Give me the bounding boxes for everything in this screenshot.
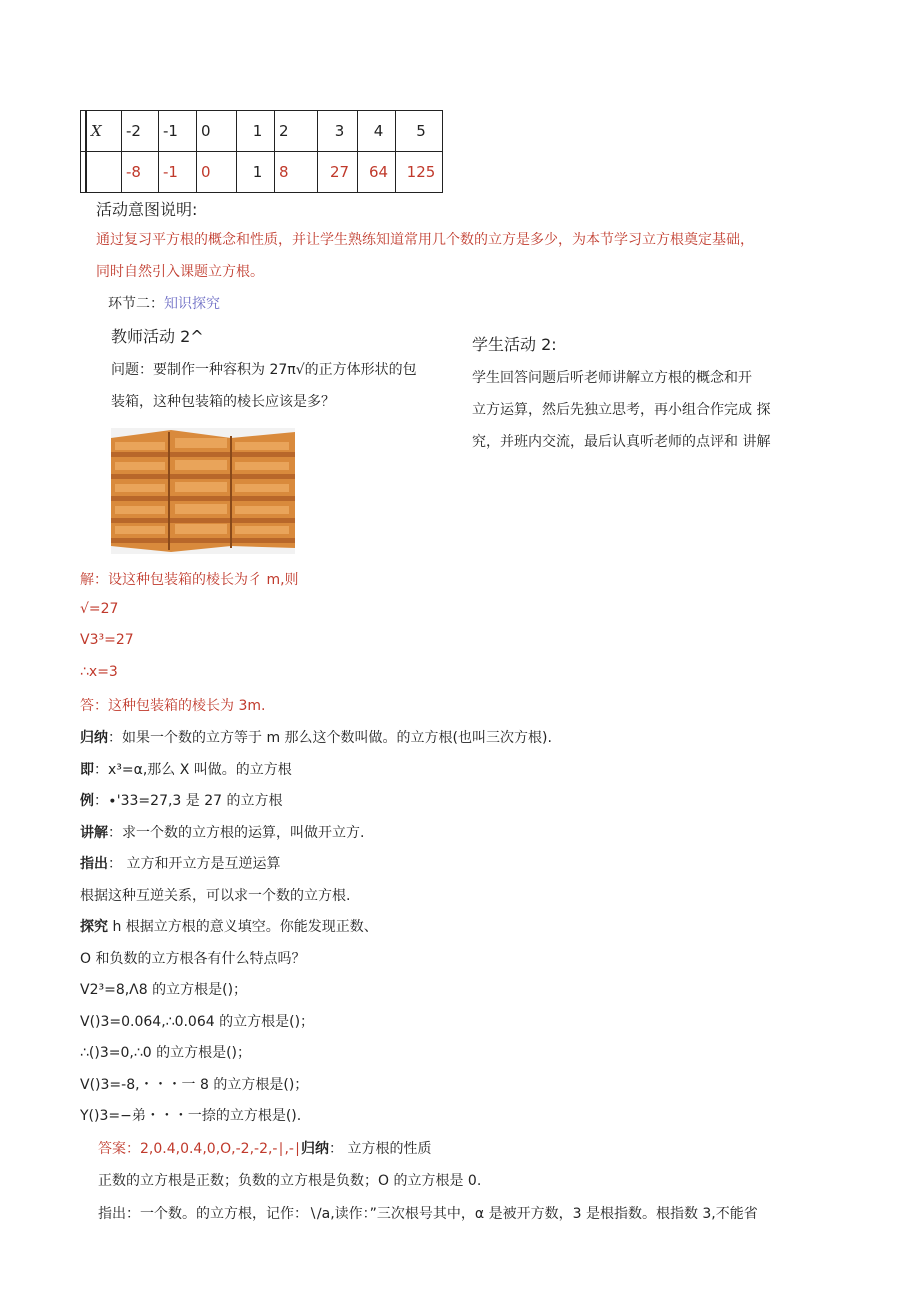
body-line	[80, 916, 378, 936]
text: ：∙'33=27,3 是 27 的立方根	[94, 793, 283, 809]
body-line: Y()3=−弟・・・一捺的立方根是().	[80, 1108, 302, 1124]
label: 归纳	[301, 1141, 329, 1157]
student-heading: 学生活动 2:	[472, 335, 557, 354]
teacher-question: 装箱，这种包装箱的棱长应该是多？	[111, 394, 335, 410]
label: 归纳	[80, 730, 108, 746]
text: ：如果一个数的立方等于 m 那么这个数叫做。的立方根(也叫三次方根).	[108, 730, 552, 746]
section-heading	[108, 293, 220, 313]
table-cell: -1	[159, 111, 197, 152]
property-line: 指出：一个数。的立方根，记作：∖∕a,读作：”三次根号其中，α 是被开方数，3 是根指数。根指数 3,不能省	[98, 1206, 758, 1222]
label: 即	[80, 762, 94, 778]
table-cell: 5	[396, 111, 443, 152]
text: ： 立方根的性质	[329, 1141, 432, 1157]
table-cell: 0	[197, 152, 237, 193]
student-line: 究，并班内交流，最后认真听老师的点评和 讲解	[472, 434, 771, 450]
table-cell: X	[86, 111, 122, 152]
solution-line: 答：这种包装箱的棱长为 3m.	[80, 698, 266, 714]
table-cell	[86, 152, 122, 193]
body-line	[80, 759, 292, 779]
text: h 根据立方根的意义填空。你能发现正数、	[108, 919, 378, 935]
table-cell: 1	[237, 111, 275, 152]
body-line: V()3=0.064,∴0.064 的立方根是()；	[80, 1014, 315, 1030]
text: ：求一个数的立方根的运算，叫做开立方.	[108, 825, 365, 841]
table-cell: 64	[358, 152, 396, 193]
solution-line: 解：设这种包装箱的棱长为彳 m,则	[80, 572, 299, 588]
table-cell: -2	[122, 111, 159, 152]
solution-line: V3³=27	[80, 632, 134, 648]
body-line: V2³=8,Λ8 的立方根是()；	[80, 982, 248, 998]
body-line: 根据这种互逆关系，可以求一个数的立方根.	[80, 888, 351, 904]
table-cell: 2	[275, 111, 318, 152]
table-cell: 8	[275, 152, 318, 193]
intent-heading: 活动意图说明:	[96, 200, 198, 219]
table-cell: 3	[318, 111, 358, 152]
table-cell: 125	[396, 152, 443, 193]
label: 探究	[80, 919, 108, 935]
student-line: 立方运算，然后先独立思考，再小组合作完成 探	[472, 402, 771, 418]
section-title: 知识探究	[164, 296, 220, 312]
value-table	[80, 110, 443, 193]
table-cell: -1	[159, 152, 197, 193]
table-cell: 1	[237, 152, 275, 193]
section-prefix: 环节二：	[108, 296, 164, 312]
table-cell: 27	[318, 152, 358, 193]
solution-line: √=27	[80, 601, 119, 617]
property-line: 正数的立方根是正数；负数的立方根是负数；O 的立方根是 0.	[98, 1173, 482, 1189]
body-line	[80, 822, 364, 842]
table-cell: 4	[358, 111, 396, 152]
body-line	[80, 790, 283, 810]
answer-line	[98, 1138, 431, 1158]
answer-text: 答案：2,0.4,0.4,0,O,-2,-2,-∣,-∣	[98, 1141, 301, 1157]
label: 讲解	[80, 825, 108, 841]
body-line: O 和负数的立方根各有什么特点吗？	[80, 951, 306, 967]
intent-line: 同时自然引入课题立方根。	[96, 264, 264, 280]
teacher-heading: 教师活动 2^	[111, 327, 204, 346]
teacher-question: 问题：要制作一种容积为 27π√的正方体形状的包	[111, 362, 417, 378]
crate-photo	[111, 428, 295, 554]
body-line	[80, 727, 552, 747]
student-line: 学生回答问题后听老师讲解立方根的概念和开	[472, 370, 752, 386]
table-row	[81, 152, 443, 193]
body-line: V()3=-8,・・・一 8 的立方根是()；	[80, 1077, 309, 1093]
body-line	[80, 853, 280, 873]
table-cell: -8	[122, 152, 159, 193]
table-row	[81, 111, 443, 152]
label: 指出	[80, 856, 108, 872]
body-line: ∴()3=0,∴0 的立方根是()；	[80, 1045, 252, 1061]
text: ： 立方和开立方是互逆运算	[108, 856, 281, 872]
intent-line: 通过复习平方根的概念和性质，并让学生熟练知道常用几个数的立方是多少，为本节学习立方根奠定基础，	[96, 232, 754, 248]
table-cell: 0	[197, 111, 237, 152]
label: 例	[80, 793, 94, 809]
solution-line: ∴x=3	[80, 664, 118, 680]
text: ：x³=α,那么 X 叫做。的立方根	[94, 762, 292, 778]
